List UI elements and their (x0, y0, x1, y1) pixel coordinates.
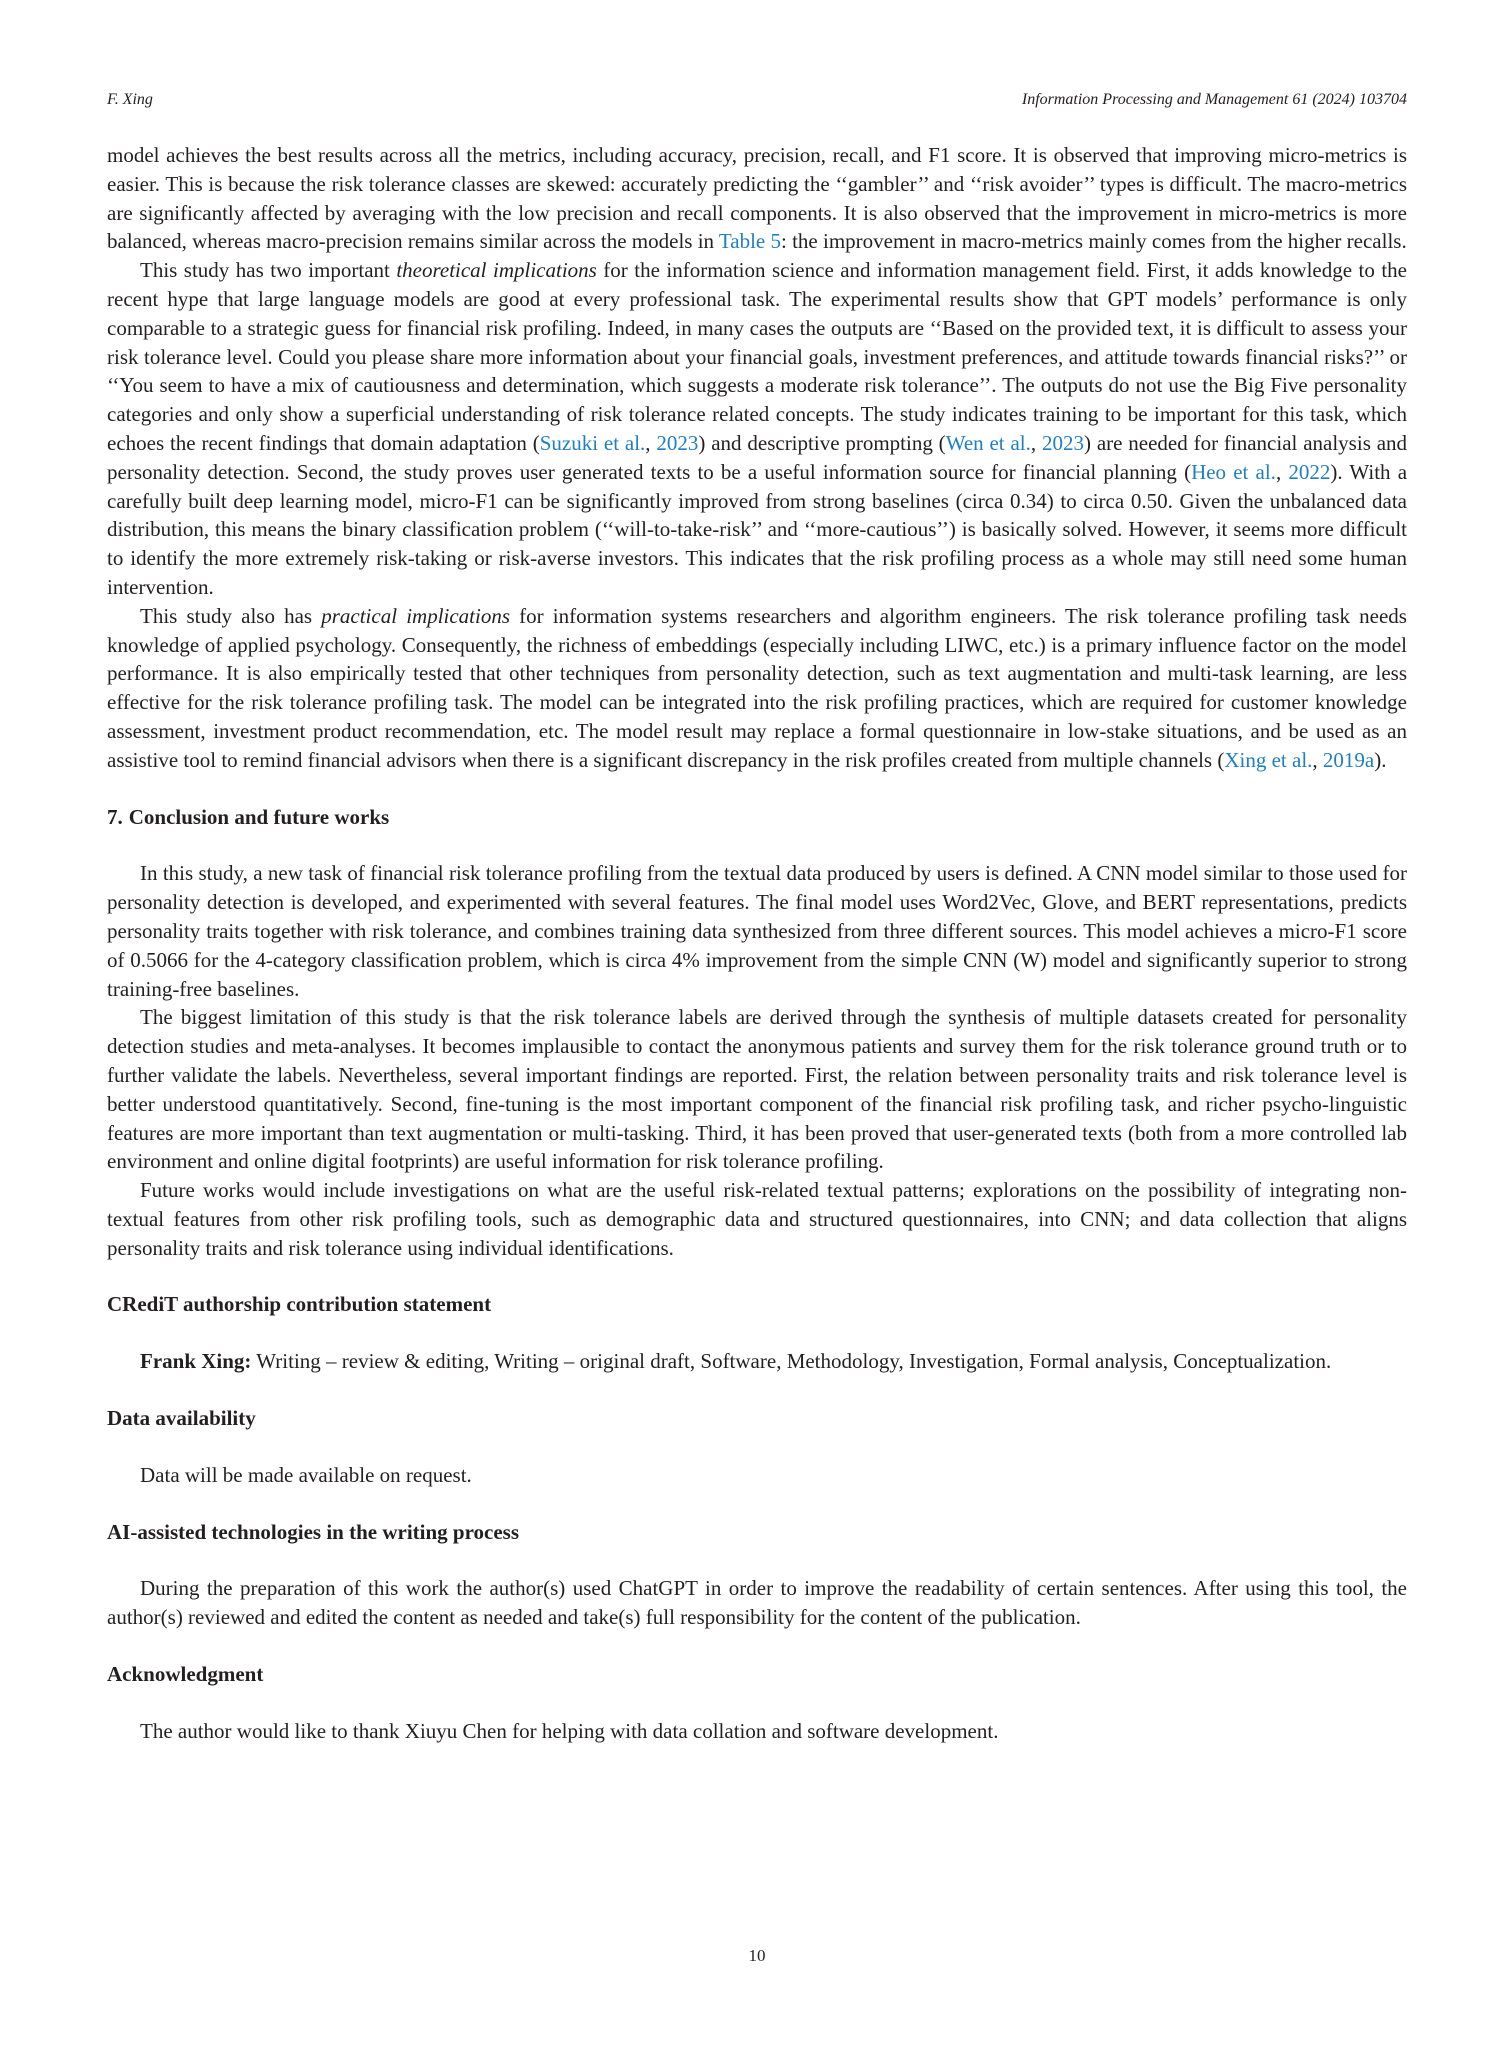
citation-link-heo[interactable]: Heo et al. (1191, 459, 1276, 484)
section-title: Conclusion and future works (128, 804, 390, 829)
citation-year-link-wen[interactable]: 2023 (1041, 430, 1084, 455)
text-run: ). With a carefully built deep learning model, micro-F1 can be significantly improved from strong baselines (circa 0.34) to circa 0.50. Given the unbalanced data distribution, this means the binary classification problem (‘‘will-to-take-risk’’ and ‘‘more-cautious’’) is basically solved. However, it seems more difficult to identify the more extremely risk-taking or risk-averse investors. This indicates that the risk profiling process as a whole may still need some human intervention. (107, 459, 1408, 599)
citation-year-link-xing[interactable]: 2019a (1322, 747, 1375, 772)
text-run: for information systems researchers and algorithm engineers. The risk tolerance profiling task needs knowledge of applied psychology. Consequently, the richness of embeddings (especially including LIWC, etc.) is a primary influence factor on the model performance. It is also empirically tested that other techniques from personality detection, such as text augmentation and multi-task learning, are less effective for the risk tolerance profiling task. The model can be integrated into the risk profiling practices, which are required for customer knowledge assessment, investment product recommendation, etc. The model result may replace a formal questionnaire in low-stake situations, and be used as an assistive tool to remind financial advisors when there is a significant discrepancy in the risk profiles created from multiple channels ( (107, 603, 1407, 772)
emphasis-text: theoretical implications (396, 258, 597, 283)
running-head-journal: Information Processing and Management 61 (2024) 103704 (1021, 91, 1407, 108)
section-number: 7. (107, 804, 123, 829)
text-run: This study has two important (140, 258, 397, 283)
conclusion-paragraph-1: In this study, a new task of financial risk tolerance profiling from the textual data produced by users is defined. A CNN model similar to those used for personality detection is developed, and experimented with several features. The final model uses Word2Vec, Glove, and BERT representations, predicts personality traits together with risk tolerance, and combines training data synthesized from three different sources. This model achieves a micro-F1 score of 0.5066 for the 4-category classification problem, which is circa 4% improvement from the simple CNN (W) model and significantly superior to strong training-free baselines. (107, 861, 1407, 1001)
section-heading-acknowledgment: Acknowledgment (107, 1662, 264, 1687)
text-run: ) are needed for financial analysis and personality detection. Second, the study proves user generated texts to be a useful information source for financial planning ( (107, 430, 1408, 484)
table-5-link[interactable]: Table 5 (718, 229, 781, 254)
citation-year-link-suzuki[interactable]: 2023 (656, 430, 699, 455)
section-heading-credit: CRediT authorship contribution statement (107, 1292, 492, 1317)
discussion-paragraph-3: This study also has practical implications for information systems researchers and algorithm engineers. The risk tolerance profiling task needs knowledge of applied psychology. Consequently, the richness of embeddings (especially including LIWC, etc.) is a primary influence factor on the model performance. It is also empirically tested that other techniques from personality detection, such as text augmentation and multi-task learning, are less effective for the risk tolerance profiling task. The model can be integrated into the risk profiling practices, which are required for customer knowledge assessment, investment product recommendation, etc. The model result may replace a formal questionnaire in low-stake situations, and be used as an assistive tool to remind financial advisors when there is a significant discrepancy in the risk profiles created from multiple channels (Xing et al., 2019a). (107, 603, 1407, 772)
citation-link-wen[interactable]: Wen et al. (945, 430, 1031, 455)
section-heading-conclusion (107, 803, 1407, 832)
conclusion-paragraph-3: Future works would include investigations on what are the useful risk-related textual patterns; explorations on the possibility of integrating non-textual features from other risk profiling tools, such as demographic data and structured questionnaires, into CNN; and data collection that aligns personality traits and risk tolerance using individual identifications. (107, 1178, 1407, 1260)
emphasis-text: practical implications (321, 603, 511, 628)
running-head-author: F. Xing (107, 91, 153, 108)
text-run: This study also has (140, 603, 322, 628)
page-number: 10 (748, 1946, 766, 1965)
author-name: Frank Xing: (140, 1349, 252, 1374)
citation-link-suzuki[interactable]: Suzuki et al. (539, 430, 646, 455)
text-run: for the information science and information management field. First, it adds knowledge to the recent hype that large language models are good at every professional task. The experimental results show that GPT models’ performance is only comparable to a strategic guess for financial risk profiling. Indeed, in many cases the outputs are ‘‘Based on the provided text, it is difficult to assess your risk tolerance level. Could you please share more information about your financial goals, investment preferences, and attitude towards financial risks?’’ or ‘‘You seem to have a mix of cautiousness and determination, which suggests a moderate risk tolerance’’. The outputs do not use the Big Five personality categories and only show a superficial understanding of risk tolerance related concepts. The study indicates training to be important for this task, which echoes the recent findings that domain adaptation ( (107, 258, 1407, 455)
data-availability-text: Data will be made available on request. (140, 1462, 472, 1487)
citation-link-xing[interactable]: Xing et al. (1224, 747, 1313, 772)
discussion-paragraph-2: This study has two important theoretical implications for the information science and information management field. First, it adds knowledge to the recent hype that large language models are good at every professional task. The experimental results show that GPT models’ performance is only comparable to a strategic guess for financial risk profiling. Indeed, in many cases the outputs are ‘‘Based on the provided text, it is difficult to assess your risk tolerance level. Could you please share more information about your financial goals, investment preferences, and attitude towards financial risks?’’ or ‘‘You seem to have a mix of cautiousness and determination, which suggests a moderate risk tolerance’’. The outputs do not use the Big Five personality categories and only show a superficial understanding of risk tolerance related concepts. The study indicates training to be important for this task, which echoes the recent findings that domain adaptation (Suzuki et al., 2023) and descriptive prompting (Wen et al., 2023) are needed for financial analysis and personality detection. Second, the study proves user generated texts to be a useful information source for financial planning (Heo et al., 2022). With a carefully built deep learning model, micro-F1 can be significantly improved from strong baselines (circa 0.34) to circa 0.50. Given the unbalanced data distribution, this means the binary classification problem (‘‘will-to-take-risk’’ and ‘‘more-cautious’’) is basically solved. However, it seems more difficult to identify the more extremely risk-taking or risk-averse investors. This indicates that the risk profiling process as a whole may still need some human intervention. (107, 258, 1408, 599)
acknowledgment-text: The author would like to thank Xiuyu Chen for helping with data collation and software development. (140, 1718, 999, 1743)
ai-assisted-text: During the preparation of this work the author(s) used ChatGPT in order to improve the readability of certain sentences. After using this tool, the author(s) reviewed and edited the content as needed and take(s) full responsibility for the content of the publication. (107, 1576, 1407, 1630)
conclusion-paragraph-2: The biggest limitation of this study is that the risk tolerance labels are derived through the synthesis of multiple datasets created for personality detection studies and meta-analyses. It becomes implausible to contact the anonymous patients and survey them for the risk tolerance ground truth or to further validate the labels. Nevertheless, several important findings are reported. First, the relation between personality traits and risk tolerance level is better understood quantitatively. Second, fine-tuning is the most important component of the financial risk profiling task, and richer psycho-linguistic features are more important than text augmentation or multi-tasking. Third, it has been proved that user-generated texts (both from a more controlled lab environment and online digital footprints) are useful information for risk tolerance profiling. (107, 1005, 1407, 1174)
page-body (107, 141, 1407, 1746)
text-run: ). (1374, 747, 1387, 772)
credit-statement (107, 1347, 1407, 1376)
discussion-paragraph-1 (107, 141, 1407, 256)
text-run: model achieves the best results across all the metrics, including accuracy, precision, recall, and F1 score. It is observed that improving micro-metrics is easier. This is because the risk tolerance classes are skewed: accurately predicting the ‘‘gambler’’ and ‘‘risk avoider’’ types is difficult. The macro-metrics are significantly affected by averaging with the low precision and recall components. It is also observed that the improvement in micro-metrics is more balanced, whereas macro-precision remains similar across the models in (107, 143, 1407, 254)
text-run: ) and descriptive prompting ( (698, 430, 946, 455)
citation-year-link-heo[interactable]: 2022 (1288, 459, 1331, 484)
section-heading-data-availability: Data availability (107, 1406, 256, 1431)
author-roles: Writing – review & editing, Writing – original draft, Software, Methodology, Investigation, Formal analysis, Conceptualization. (251, 1349, 1332, 1374)
section-heading-ai-assisted: AI-assisted technologies in the writing process (107, 1519, 520, 1544)
text-run: : the improvement in macro-metrics mainly comes from the higher recalls. (781, 229, 1407, 254)
